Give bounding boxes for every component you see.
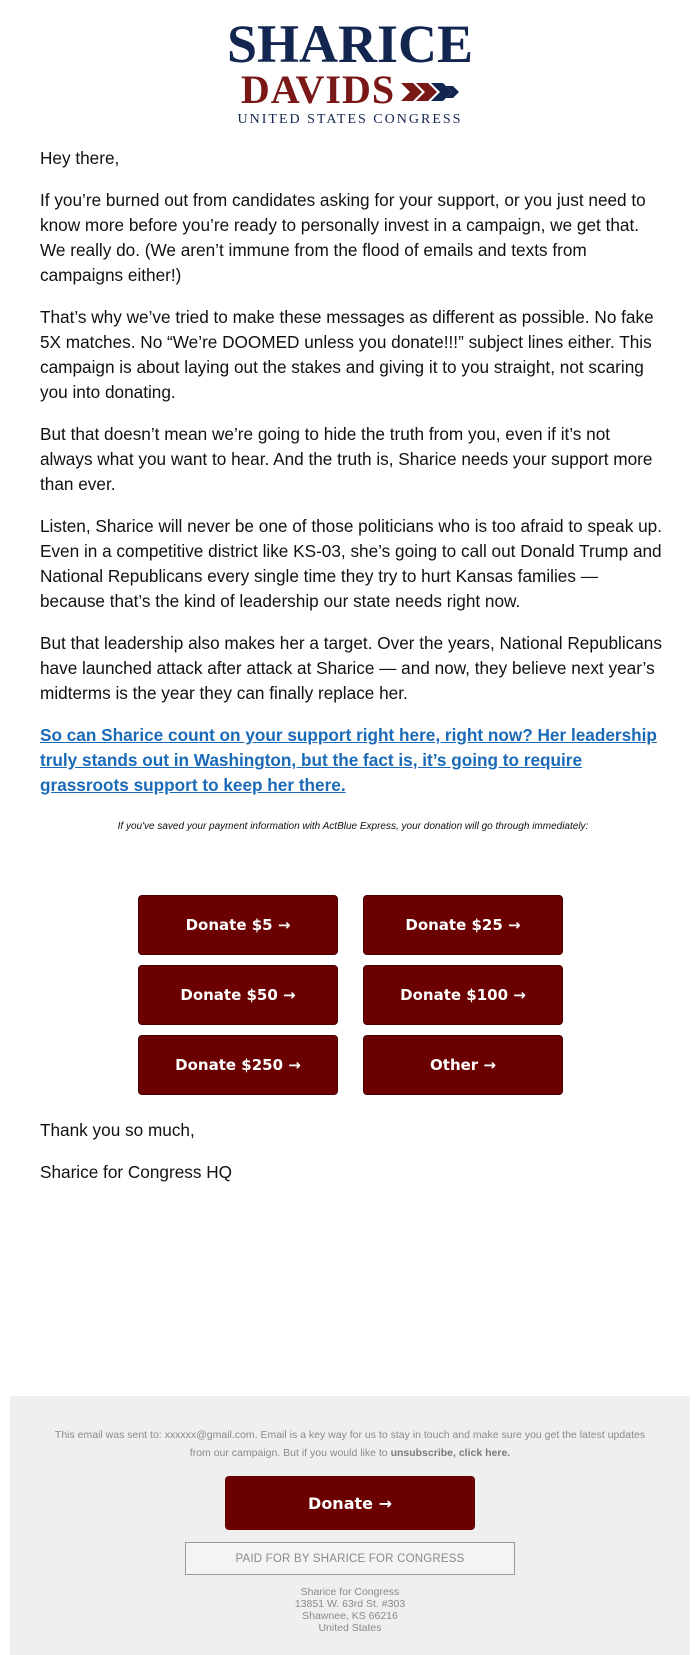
donate-100-button[interactable]: Donate $100 →	[363, 965, 563, 1025]
mailing-address	[10, 1586, 690, 1634]
address-line-2: 13851 W. 63rd St. #303	[294, 1598, 406, 1610]
footer-sent-text: This email was sent to: xxxxxx@gmail.com. Email is a key way for us to stay in touch and make sure you get the latest updates from our campaign. But if you would like to	[54, 1429, 646, 1459]
arrow-chevrons-icon	[401, 80, 459, 104]
logo-first-name: SHARICE	[226, 14, 474, 74]
donate-250-button[interactable]: Donate $250 →	[138, 1035, 338, 1095]
address-line-4: United States	[318, 1622, 382, 1634]
donate-50-button[interactable]: Donate $50 →	[138, 965, 338, 1025]
donate-other-button[interactable]: Other →	[363, 1035, 563, 1095]
body-paragraph-4: Listen, Sharice will never be one of those politicians who is too afraid to speak up. Even in a competitive district like KS-03, she’s going to call out Donald Trump and National Republicans every single time they try to hurt Kansas families — because that’s the kind of leadership our state needs right now.	[40, 516, 662, 611]
email-footer	[10, 1396, 690, 1655]
signoff	[40, 1118, 660, 1202]
body-paragraph-1: If you’re burned out from candidates asking for your support, or you just need to know more before you’re ready to personally invest in a campaign, we get that. We really do. (We aren’t immune from the flood of emails and texts from campaigns either!)	[40, 190, 646, 285]
logo-last-name: DAVIDS	[240, 67, 396, 112]
greeting: Hey there,	[40, 148, 120, 168]
address-line-3: Shawnee, KS 66216	[302, 1610, 398, 1622]
donate-25-button[interactable]: Donate $25 →	[363, 895, 563, 955]
footer-donate-button[interactable]: Donate →	[225, 1476, 475, 1530]
footer-notice	[50, 1426, 650, 1462]
sender-line: Sharice for Congress HQ	[40, 1162, 232, 1182]
body-paragraph-3: But that doesn’t mean we’re going to hide the truth from you, even if it’s not always what you want to hear. And the truth is, Sharice needs your support more than ever.	[40, 424, 653, 494]
logo-subtitle: UNITED STATES CONGRESS	[237, 112, 463, 127]
address-line-1: Sharice for Congress	[300, 1586, 400, 1598]
email-body	[40, 146, 666, 862]
thanks-line: Thank you so much,	[40, 1120, 195, 1140]
body-paragraph-5: But that leadership also makes her a target. Over the years, National Republicans have launched attack after attack at Sharice — and now, they believe next year’s midterms is the year they can finally replace her.	[40, 633, 662, 703]
unsubscribe-link[interactable]: unsubscribe, click here.	[390, 1447, 511, 1459]
body-paragraph-2: That’s why we’ve tried to make these messages as different as possible. No fake 5X matches. No “We’re DOOMED unless you donate!!!” subject lines either. This campaign is about laying out the stakes and giving it to you straight, not scaring you into donating.	[40, 307, 654, 402]
campaign-logo	[0, 14, 700, 128]
actblue-express-note: If you've saved your payment information with ActBlue Express, your donation will go through immediately:	[117, 821, 589, 832]
donate-5-button[interactable]: Donate $5 →	[138, 895, 338, 955]
donate-button-grid	[138, 895, 563, 1095]
support-cta-link[interactable]: So can Sharice count on your support right here, right now? Her leadership truly stands out in Washington, but the fact is, it’s going to require grassroots support to keep her there.	[40, 725, 657, 795]
paid-for-disclaimer: PAID FOR BY SHARICE FOR CONGRESS	[185, 1542, 515, 1575]
